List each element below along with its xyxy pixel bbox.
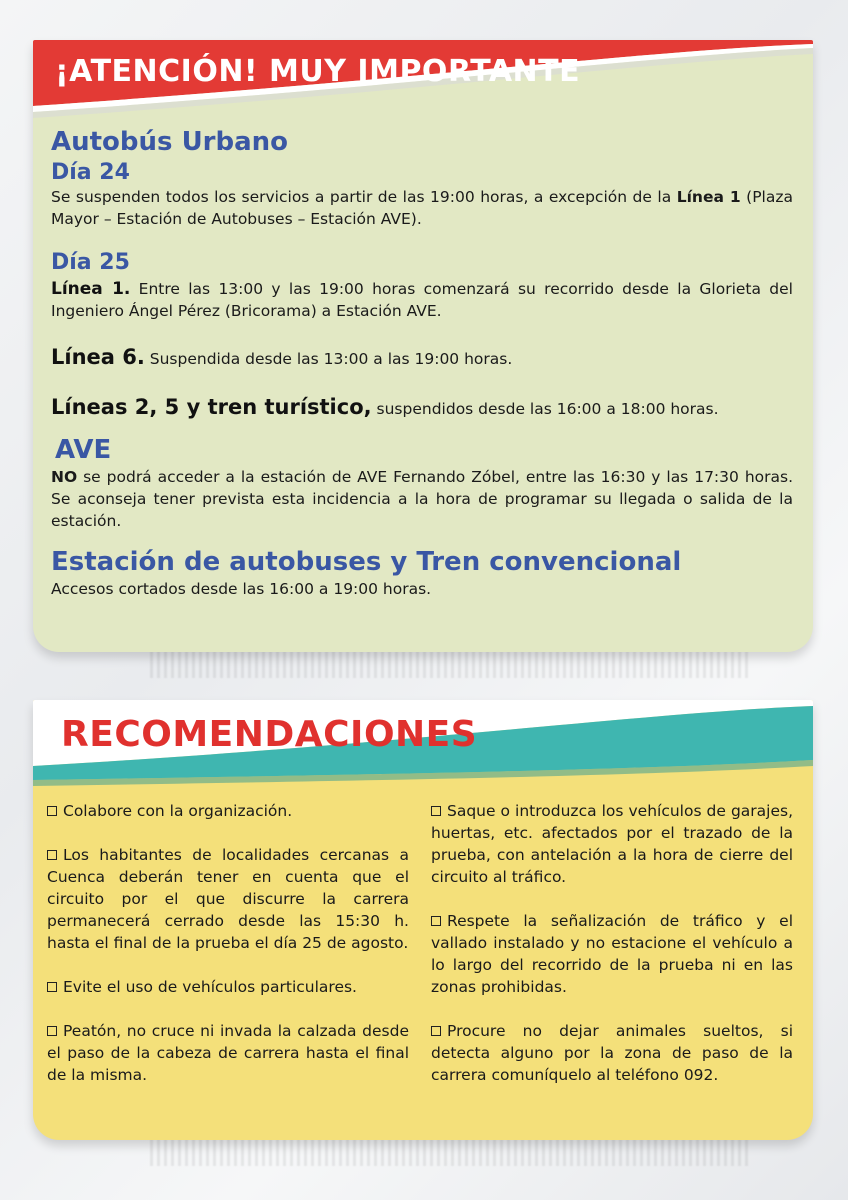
list-item: Evite el uso de vehículos particulares. [47, 976, 409, 998]
recommendations-left-column [47, 800, 409, 1108]
line1-label: Línea 1. [51, 279, 131, 299]
checkbox-icon [47, 850, 57, 860]
list-item: Procure no dejar animales sueltos, si detecta alguno por la zona de paso de la carrera comuníquelo al teléfono 092. [431, 1022, 793, 1084]
recommendations-panel [33, 700, 813, 1140]
line1-bold: Línea 1 [676, 188, 741, 206]
day25-lines25-text: Líneas 2, 5 y tren turístico, suspendidos desde las 16:00 a 18:00 horas. [51, 395, 719, 419]
ave-text: NO se podrá acceder a la estación de AVE Fernando Zóbel, entre las 16:30 y las 17:30 horas. Se aconseja tener prevista esta incidencia a la hora de programar su llegada o salida de la estación. [51, 468, 793, 530]
list-item: Colabore con la organización. [47, 800, 409, 822]
list-item: Respete la señalización de tráfico y el vallado instalado y no estacione el vehículo a lo largo del recorrido de la prueba ni en las zonas prohibidas. [431, 912, 793, 996]
panel-shadow-bottom [150, 1138, 750, 1166]
attention-panel [33, 40, 813, 652]
attention-content [51, 126, 793, 600]
bus-station-text: Accesos cortados desde las 16:00 a 19:00 horas. [51, 580, 432, 598]
urban-bus-heading: Autobús Urbano [51, 127, 289, 157]
list-item: Saque o introduzca los vehículos de garajes, huertas, etc. afectados por el trazado de la prueba, con antelación a la hora de cierre del circuito al tráfico. [431, 802, 793, 886]
list-item: Los habitantes de localidades cercanas a Cuenca deberán tener en cuenta que el circuito por el que discurre la carrera permanecerá cerrado desde las 15:30 h. hasta el final de la prueba el día 25 de agosto. [47, 846, 409, 952]
day25-line1-text: Línea 1. Entre las 13:00 y las 19:00 horas comenzará su recorrido desde la Glorieta del Ingeniero Ángel Pérez (Bricorama) a Estación AVE. [51, 279, 793, 320]
attention-title: ¡ATENCIÓN! MUY IMPORTANTE [55, 54, 581, 89]
recommendations-title: RECOMENDACIONES [61, 714, 478, 755]
checkbox-icon [47, 1026, 57, 1036]
bus-station-heading: Estación de autobuses y Tren convencional [51, 547, 682, 577]
checkbox-icon [431, 916, 441, 926]
checkbox-icon [47, 982, 57, 992]
lines25-label: Líneas 2, 5 y tren turístico, [51, 395, 372, 419]
day25-line6-text: Línea 6. Suspendida desde las 13:00 a las 19:00 horas. [51, 345, 513, 369]
day24-text: Se suspenden todos los servicios a partir de las 19:00 horas, a excepción de la Línea 1 (Plaza Mayor – Estación de Autobuses – Estación AVE). [51, 188, 793, 228]
ave-heading: AVE [55, 435, 112, 465]
checkbox-icon [431, 806, 441, 816]
checkbox-icon [47, 806, 57, 816]
day24-heading: Día 24 [51, 160, 130, 185]
line6-label: Línea 6. [51, 345, 145, 369]
checkbox-icon [431, 1026, 441, 1036]
list-item: Peatón, no cruce ni invada la calzada desde el paso de la cabeza de carrera hasta el final de la misma. [47, 1022, 409, 1084]
day25-heading: Día 25 [51, 250, 130, 275]
ave-no: NO [51, 468, 78, 486]
panel-shadow-top [150, 650, 750, 678]
recommendations-right-column [431, 800, 793, 1108]
